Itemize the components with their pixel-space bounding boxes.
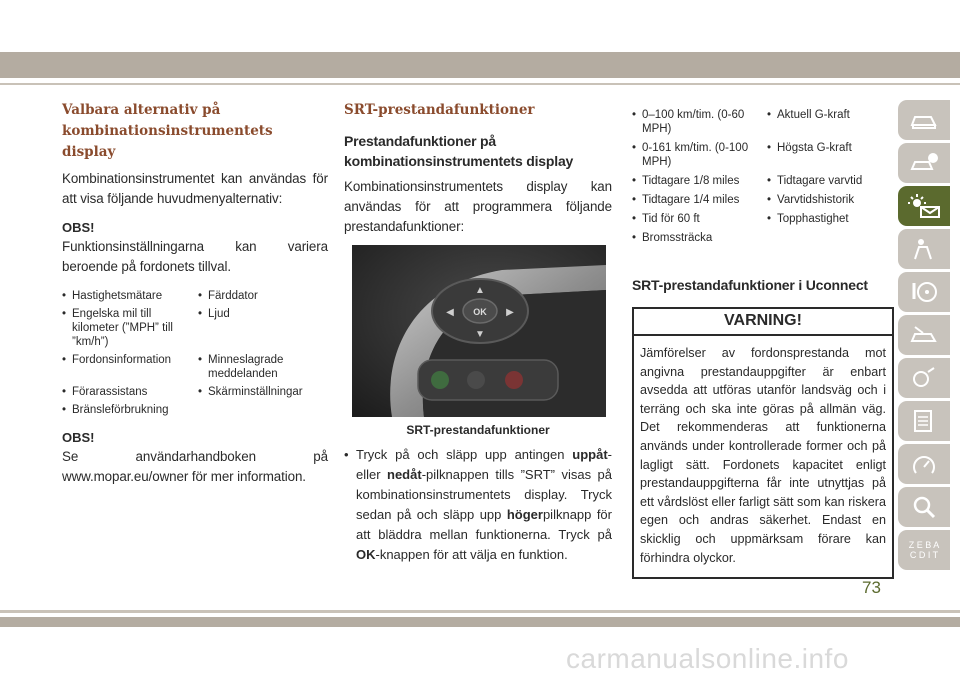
list-item: • Färddator [198,290,258,302]
chapter-tabs [898,100,950,573]
svg-text:▶: ▶ [506,307,514,318]
car-service-icon [909,323,939,347]
list-item: • Ljud [198,307,328,349]
subheading-cluster-display: Prestandafunktioner på kombinationsinstrumentets display [344,133,574,169]
svg-text:▲: ▲ [475,285,485,296]
intro-text: Kombinationsinstrumentet kan användas för att visa följande huvudmenyalternativ: [62,171,328,206]
text-run: Tryck på och släpp upp antingen [356,447,573,462]
key-up: uppåt [572,447,608,462]
checklist-icon [909,408,939,434]
performance-feature-list [632,108,894,245]
list-item-text: Skärminställningar [208,386,303,398]
list-item: • Tidtagare 1/8 miles [632,175,740,187]
intro-text-srt: Kombinationsinstrumentets display kan användas för att programmera följande prestandafunktioner: [344,179,612,234]
list-item: • Högsta G-kraft [767,141,894,169]
tab-checklist[interactable] [898,401,950,441]
tab-car-tools[interactable] [898,358,950,398]
tab-gauge[interactable] [898,444,950,484]
key-down: nedåt [387,467,422,482]
list-item-text: Hastighetsmätare [72,290,163,302]
tab-car-info[interactable] [898,143,950,183]
list-item: • Skärminställningar [198,386,303,398]
subheading-uconnect: SRT-prestandafunktioner i Uconnect [632,277,868,293]
car-safety-icon [909,237,939,261]
text-run: -pilknappen tills ”SRT” visas på kombinationsinstrumentets display. Tryck sedan på och släpp upp [356,467,612,522]
obs-text-1: Funktionsinställningarna kan variera beroende på fordonets tillval. [62,239,328,274]
heading-line-2: kombinationsinstrumentets display [62,123,273,160]
list-item-text: Tid för 60 ft [642,213,700,225]
list-item-text: Engelska mil till kilometer (”MPH” till ”km/h”) [72,308,173,348]
list-item-text: Bromssträcka [642,232,713,244]
steering-wheel-controls-image [352,245,606,417]
list-item: • Aktuell G-kraft [767,108,894,136]
column-left [62,100,328,487]
list-item-text: Aktuell G-kraft [777,109,850,121]
heading-line-1: Valbara alternativ på [62,102,221,118]
obs-label-1: OBS! [62,220,95,235]
footer-rule [0,610,960,613]
list-item: • Minneslagrade meddelanden [198,353,328,381]
car-tools-icon [909,366,939,390]
column-middle [344,100,612,565]
image-caption: SRT-prestandafunktioner [406,423,550,437]
section-heading-display-options [62,100,328,163]
svg-text:▼: ▼ [475,329,485,340]
index-letters-icon: Z E B A C D I T [908,540,940,560]
column-right [632,108,894,579]
car-warning-light-icon [907,193,941,219]
list-item: • Fordonsinformation [62,353,192,381]
list-item: • Förarassistans [62,386,148,398]
text-run: - eller [356,447,612,482]
text-run: pilknapp för att bläddra mellan funktionerna. Tryck på [356,507,612,542]
warning-box [632,307,894,579]
magnifier-icon [909,494,939,520]
list-item-text: Tidtagare 1/8 miles [642,175,740,187]
instruction-bullet: • Tryck på och släpp upp antingen uppåt- eller nedåt-pilknappen tills ”SRT” visas på kombinationsinstrumentets display. Tryck sedan på och släpp upp högerpilknapp för att bläddra mellan funktionerna. Tryck på OK-knappen för att välja en funktion. [344,445,612,565]
warning-text: Jämförelser av fordonsprestanda mot angivna prestandauppgifter är enbart avsedda att utföras utanför landsväg och i terräng och ska inte göras på allmän väg. Det rekommenderas att funktionerna används under kontrollerade former och på lagligt sätt. Fordonets kapacitet enligt prestandauppgifterna får inte utnyttjas på ett vårdslöst eller farligt sätt som kan riskera egen och andras säkerhet. Endast en skicklig och uppmärksam förare kan förhindra olyckor. [640,346,886,565]
obs-text-2: Se användarhandboken på www.mopar.eu/owner för mer information. [62,449,328,484]
list-item-text: 0-161 km/tim. (0-100 MPH) [642,142,749,168]
list-item: • Varvtidshistorik [767,194,855,206]
watermark-text: carmanualsonline.info [566,643,849,674]
list-item-text: Topphastighet [777,213,849,225]
tab-index[interactable] [898,530,950,570]
list-item-text: Högsta G-kraft [777,142,852,154]
car-dashboard-icon [909,109,939,131]
list-item-text: Bränsleförbrukning [72,404,169,416]
text-run: -knappen för att välja en funktion. [375,547,568,562]
list-item: • Bromssträcka [632,232,713,244]
list-item: • Hastighetsmätare [62,290,163,302]
steering-wheel-icon [909,279,939,305]
list-item-text: Tidtagare varvtid [777,175,863,187]
svg-text:◀: ◀ [446,307,454,318]
tab-car-service[interactable] [898,315,950,355]
steering-wheel-photo-icon [352,245,606,417]
list-item: • Tid för 60 ft [632,213,700,225]
list-item-text: 0–100 km/tim. (0-60 MPH) [642,109,745,135]
tab-magnifier[interactable] [898,487,950,527]
gauge-icon [909,451,939,477]
car-info-icon [909,152,939,174]
key-right: höger [506,507,543,522]
list-item: • Tidtagare varvtid [767,175,863,187]
page-number: 73 [862,578,881,597]
tab-car-safety[interactable] [898,229,950,269]
section-heading-srt: SRT-prestandafunktioner [344,102,535,118]
list-item: • Bränsleförbrukning [62,404,169,416]
list-item-text: Förarassistans [72,386,148,398]
tab-car-warning-light[interactable] [898,186,950,226]
list-item-text: Minneslagrade meddelanden [208,354,284,380]
ok-button-label: OK [473,307,487,317]
list-item-text: Färddator [208,290,258,302]
list-item-text: Tidtagare 1/4 miles [642,194,740,206]
list-item: • 0-161 km/tim. (0-100 MPH) [632,141,759,169]
menu-item-list [62,289,328,417]
list-item-text: Varvtidshistorik [777,194,855,206]
key-ok: OK [356,547,376,562]
list-item-text: Fordonsinformation [72,354,172,366]
obs-label-2: OBS! [62,430,95,445]
header-rule [0,83,960,85]
list-item: • Tidtagare 1/4 miles [632,194,740,206]
list-item: • Topphastighet [767,213,849,225]
list-item: • 0–100 km/tim. (0-60 MPH) [632,108,759,136]
tab-steering-wheel[interactable] [898,272,950,312]
list-item: • Engelska mil till kilometer (”MPH” till ”km/h”) [62,307,192,349]
instruction-text [356,445,612,565]
list-item-text: Ljud [208,308,230,320]
tab-car-dashboard[interactable] [898,100,950,140]
warning-title: VARNING! [634,309,892,336]
footer-band [0,617,960,627]
header-band [0,52,960,78]
